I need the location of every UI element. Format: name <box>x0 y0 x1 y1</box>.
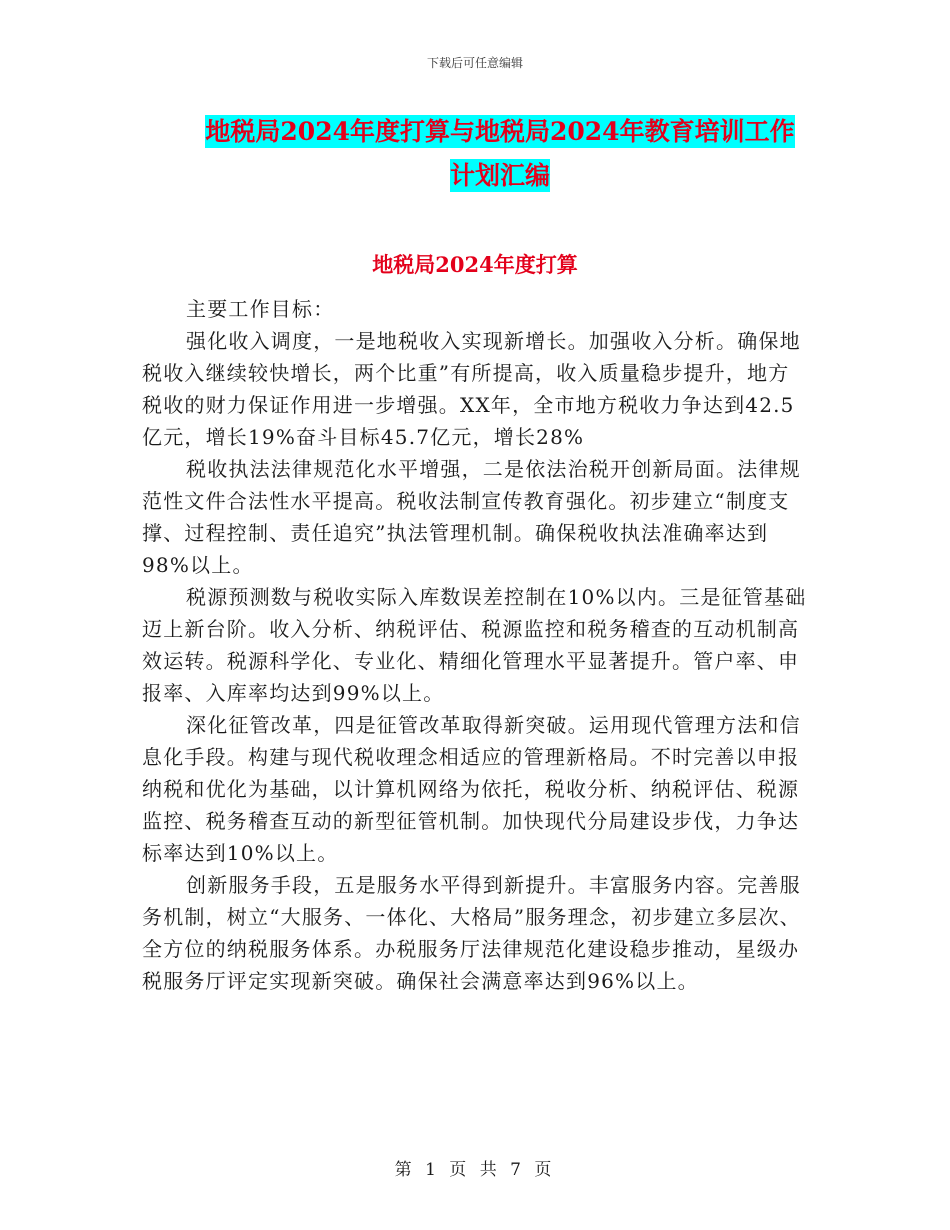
paragraph: 税源预测数与税收实际入库数误差控制在10%以内。三是征管基础迈上新台阶。收入分析、纳税评估、税源监控和税务稽查的互动机制高效运转。税源科学化、专业化、精细化管理水平显著提升。管户率、申报率、入库率均达到99%以上。 <box>142 585 807 705</box>
paragraph: 深化征管改革，四是征管改革取得新突破。运用现代管理方法和信息化手段。构建与现代税收理念相适应的管理新格局。不时完善以申报纳税和优化为基础，以计算机网络为依托，税收分析、纳税评估、税源监控、税务稽查互动的新型征管机制。加快现代分局建设步伐，力争达标率达到10%以上。 <box>142 713 801 865</box>
paragraph: 强化收入调度，一是地税收入实现新增长。加强收入分析。确保地税收入继续较快增长，两个比重”有所提高，收入质量稳步提升，地方税收的财力保证作用进一步增强。XX年，全市地方税收力争达到42.5亿元，增长19%奋斗目标45.7亿元，增长28% <box>142 329 801 449</box>
document-title <box>140 110 860 198</box>
document-body <box>142 293 810 997</box>
paragraph: 创新服务手段，五是服务水平得到新提升。丰富服务内容。完善服务机制，树立“大服务、一体化、大格局”服务理念，初步建立多层次、全方位的纳税服务体系。办税服务厅法律规范化建设稳步推动，星级办税服务厅评定实现新突破。确保社会满意率达到96%以上。 <box>142 873 801 993</box>
document-title-line-1: 地税局2024年度打算与地税局2024年教育培训工作 <box>205 117 795 146</box>
document-title-line-2: 计划汇编 <box>449 161 550 190</box>
page-footer: 第 1 页 共 7 页 <box>394 1160 556 1180</box>
paragraph: 主要工作目标： <box>186 297 335 321</box>
section-title: 地税局2024年度打算 <box>372 252 578 277</box>
paragraph: 税收执法法律规范化水平增强，二是依法治税开创新局面。法律规范性文件合法性水平提高。税收法制宣传教育强化。初步建立“制度支撑、过程控制、责任追究”执法管理机制。确保税收执法准确率达到98%以上。 <box>142 457 801 577</box>
page-header: 下载后可任意编辑 <box>426 56 523 70</box>
